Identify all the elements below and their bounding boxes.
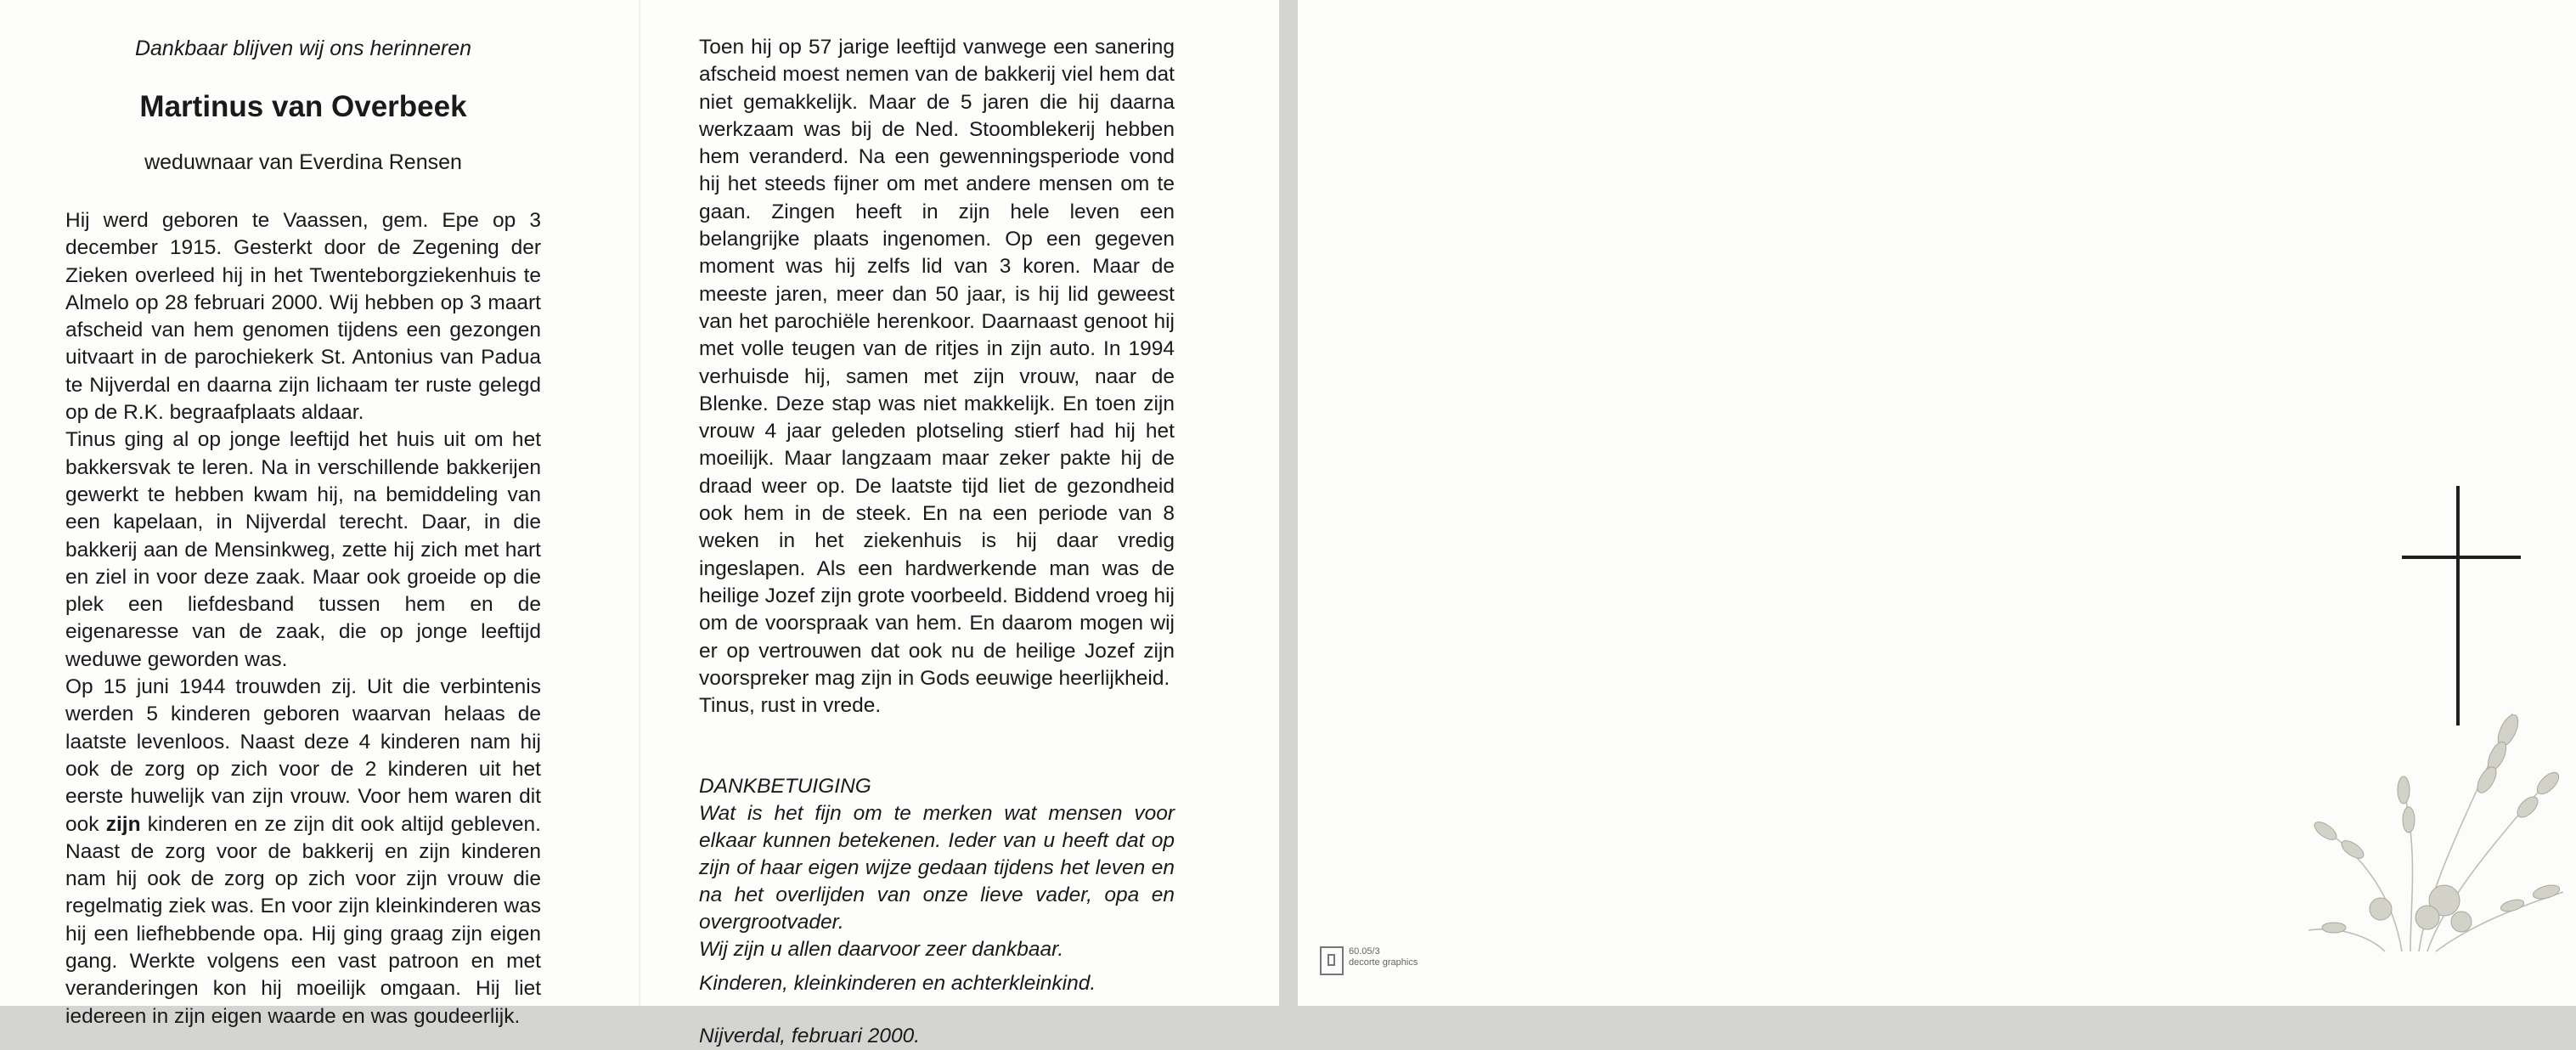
spouse-line: weduwnaar van Everdina Rensen bbox=[144, 150, 462, 174]
outer-card bbox=[1298, 0, 2576, 1006]
thanks-heading: DANKBETUIGING bbox=[699, 775, 871, 799]
left-column bbox=[65, 34, 541, 1030]
right-column bbox=[699, 34, 1175, 1050]
bio-paragraph-text: Tinus ging al op jonge leeftijd het huis uit om het bakkersvak te leren. Na in verschillende bakkerijen gewerkt te hebben kwam hij, na bemiddeling van een kapelaan, in Nijverdal terecht. Daar, in die bakkerij aan de Mensinkweg, zette hij zich met hart en ziel in voor deze zaak. Maar ook groeide op die plek een liefdesband tussen hem en de eigenaresse van de zaak, die op jonge leeftijd weduwe geworden was. bbox=[65, 428, 541, 671]
publisher-logo-icon bbox=[1320, 946, 1344, 975]
biography bbox=[65, 207, 541, 1030]
publisher-mark bbox=[1320, 946, 1418, 975]
intro-line: Dankbaar blijven wij ons herinneren bbox=[134, 37, 472, 60]
place-date: Nijverdal, februari 2000. bbox=[699, 1025, 921, 1048]
family-signature: Kinderen, kleinkinderen en achterkleinkind. bbox=[699, 972, 1096, 996]
card-fold bbox=[639, 0, 640, 1006]
thanks-text: Wat is het fijn om te merken wat mensen voor elkaar kunnen betekenen. Ieder van u heeft dat op zijn of haar eigen wijze gedaan tijdens het leven en na het overlijden van onze lieve vader, opa en overgrootvader. bbox=[699, 802, 1175, 934]
bio-paragraph-text: Op 15 juni 1944 trouwden zij. Uit die verbintenis werden 5 kinderen geboren waarvan helaas de laatste levenloos. Naast deze 4 kinderen nam hij ook de zorg op zich voor de 2 kinderen uit het eerste huwelijk van zijn vrouw. Voor hem waren dit ook bbox=[65, 675, 541, 836]
publisher-text bbox=[1349, 946, 1418, 968]
publisher-name: decorte graphics bbox=[1349, 957, 1418, 968]
inner-card bbox=[0, 0, 1279, 1048]
bio-continued: Toen hij op 57 jarige leeftijd vanwege een sanering afscheid moest nemen van de bakkerij viel hem dat niet gemakkelijk. Maar de 5 jaren die hij daarna werkzaam was bij de Ned. Stoomblekerij hebben hem veranderd. Na een gewenningsperiode vond hij het steeds fijner om met andere mensen om te gaan. Zingen heeft in zijn hele leven een belangrijke plaats ingenomen. Op een gegeven moment was hij zelfs lid van 3 koren. Maar de meeste jaren, meer dan 50 jaar, is hij lid geweest van het parochiële herenkoor. Daarnaast genoot hij met volle teugen van de ritjes in zijn auto. In 1994 verhuisde hij, samen met zijn vrouw, naar de Blenke. Deze stap was niet makkelijk. En toen zijn vrouw 4 jaar geleden plotseling stierf had hij het moeilijk. Maar langzaam maar zeker pakte hij de draad weer op. De laatste tijd liet de gezondheid ook hem in de steek. En na een periode van 8 weken in het ziekenhuis is hij daar vredig ingeslapen. Als een hardwerkende man was de heilige Jozef zijn grote voorbeeld. Biddend vroeg hij om de voorspraak van hem. En daarom mogen wij er op vertrouwen dat ook nu de heilige Jozef zijn voorspreker mag zijn in Gods eeuwige heerlijkheid. bbox=[699, 36, 1175, 690]
bio-paragraph-text: kinderen en ze zijn dit ook altijd gebleven. Naast de zorg voor de bakkerij en zijn kinderen nam hij ook de zorg op zich voor zijn vrouw die regelmatig ziek was. En voor zijn kleinkinderen was hij een liefhebbende opa. Hij ging graag zijn eigen gang. Werkte volgens een vast patroon en met veranderingen kon hij moeilijk omgaan. Hij liet iedereen in zijn eigen waarde en was goudeerlijk. bbox=[65, 812, 541, 1028]
bio-paragraph bbox=[65, 207, 541, 426]
bio-paragraph bbox=[65, 426, 541, 674]
bio-paragraph-text: Hij werd geboren te Vaassen, gem. Epe op 3 december 1915. Gesterkt door de Zegening der Zieken overleed hij in het Twenteborgziekenhuis te Almelo op 28 februari 2000. Wij hebben op 3 maart afscheid van hem genomen tijdens een gezongen uitvaart in de parochiekerk St. Antonius van Padua te Nijverdal en daarna zijn lichaam ter ruste gelegd op de R.K. begraafplaats aldaar. bbox=[65, 209, 541, 425]
publisher-code: 60.05/3 bbox=[1349, 946, 1380, 957]
deceased-name: Martinus van Overbeek bbox=[139, 90, 467, 123]
bio-emphasis: zijn bbox=[105, 812, 141, 836]
farewell-line: Tinus, rust in vrede. bbox=[699, 694, 882, 718]
floral-ornament bbox=[2300, 680, 2572, 960]
bio-paragraph bbox=[65, 674, 541, 1030]
thanks-closing: Wij zijn u allen daarvoor zeer dankbaar. bbox=[699, 938, 1064, 962]
